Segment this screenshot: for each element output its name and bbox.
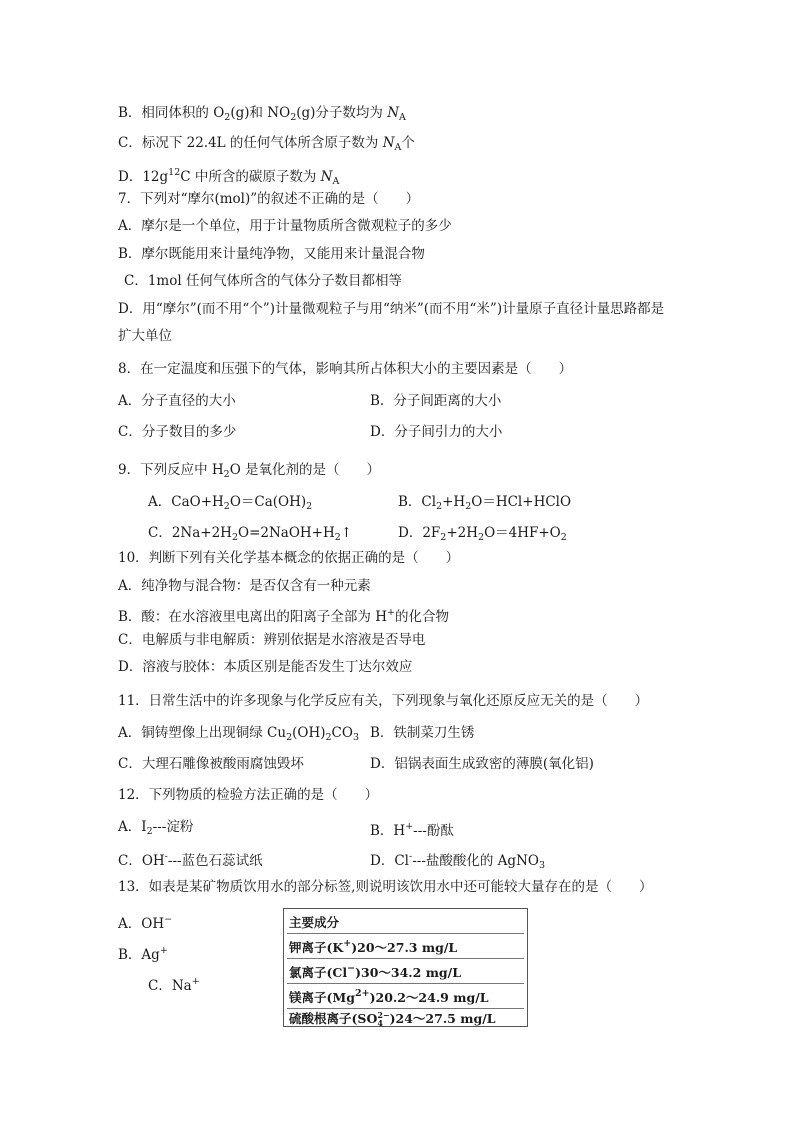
q6-b-text: (g)和 NO [230, 105, 291, 121]
q13-option-a [118, 911, 172, 933]
q7-stem: 7．下列对“摩尔(mol)”的叙述不正确的是（ ） [118, 191, 420, 207]
q7-option-c: C．1mol 任何气体所含的气体分子数目都相等 [124, 273, 402, 289]
q6-option-b [118, 104, 406, 127]
q7-option-d-continued: 扩大单位 [118, 328, 172, 344]
avogadro-symbol: N [320, 169, 333, 185]
subscript: 2 [436, 501, 443, 512]
q7-option-a: A．摩尔是一个单位，用于计量物质所含微观粒子的多少 [118, 218, 452, 234]
superscript: 2− [377, 1010, 390, 1020]
label-divider [287, 933, 524, 934]
subscript: 3 [538, 860, 545, 871]
q9-stem [118, 461, 380, 484]
label-divider [287, 958, 524, 959]
superscript: + [159, 945, 168, 956]
q6-b-text: (g)分子数均为 [296, 105, 388, 121]
superscript: − [164, 914, 173, 925]
q8-option-d: D．分子间引力的大小 [370, 424, 503, 440]
label-title: 主要成分 [289, 915, 340, 930]
q9-d-text: O＝4HF+O [484, 525, 561, 541]
q9-option-d [398, 524, 567, 547]
sulfate-scripts [377, 1011, 389, 1027]
q9-c-text: O=2NaOH+H [238, 525, 335, 541]
q13-c-text: C．Na [148, 978, 192, 994]
label-divider [287, 983, 524, 984]
superscript: + [191, 976, 200, 987]
q11-option-a [118, 724, 359, 747]
q9-a-text: O＝Ca(OH) [229, 494, 307, 510]
subscript: 2 [440, 532, 447, 543]
q10-option-c: C．电解质与非电解质：辨别依据是水溶液是否导电 [118, 632, 426, 648]
q13-b-text: B．Ag [118, 947, 160, 963]
q13-a-text: A．OH [118, 916, 165, 932]
q7-option-d: D．用“摩尔”(而不用“个”)计量微观粒子与用“纳米”(而不用“米”)计量原子直径计量思路都是 [118, 301, 665, 317]
subscript: 2 [465, 501, 472, 512]
superscript: - [408, 851, 413, 862]
subscript: 3 [352, 732, 359, 743]
q9-b-text: O＝HCl+HClO [471, 494, 572, 510]
q9-stem-text: O 是氧化剂的是（ ） [229, 462, 381, 478]
q12-b-text: ---酚酞 [413, 823, 454, 839]
q11-a-text: A．铜铸塑像上出现铜绿 Cu [118, 725, 287, 741]
subscript: 2 [334, 532, 341, 543]
subscript: A [399, 112, 406, 123]
subscript: 4 [377, 1018, 383, 1028]
q11-option-c: C．大理石雕像被酸雨腐蚀毁坏 [118, 756, 304, 772]
subscript: 2 [560, 532, 567, 543]
q6-c-text: 个 [401, 135, 415, 151]
q12-option-b [370, 818, 454, 840]
q8-option-a: A．分子直径的大小 [118, 393, 236, 409]
q10-option-b [118, 604, 449, 626]
q11-a-text: (OH) [292, 725, 326, 741]
superscript: 12 [168, 167, 181, 178]
q10-stem: 10．判断下列有关化学基本概念的依据正确的是（ ） [118, 550, 460, 566]
label-text: 氯离子(Cl [289, 965, 348, 980]
q12-option-c [118, 848, 263, 870]
label-text: )24～27.5 mg/L [389, 1011, 496, 1026]
q12-c-text: C．OH [118, 853, 165, 869]
label-row-potassium [289, 938, 457, 956]
q7-option-b: B．摩尔既能用来计量纯净物，又能用来计量混合物 [118, 246, 425, 262]
q9-c-text: ↑ [340, 525, 353, 541]
avogadro-symbol: N [382, 135, 395, 151]
q9-d-text: +2H [446, 525, 479, 541]
q8-option-c: C．分子数目的多少 [118, 424, 237, 440]
q12-stem: 12．下列物质的检验方法正确的是（ ） [118, 787, 379, 803]
subscript: 2 [286, 732, 293, 743]
label-row-magnesium [289, 988, 489, 1006]
q11-option-b: B．铁制菜刀生锈 [370, 725, 475, 741]
q12-b-text: B．H [370, 823, 406, 839]
q6-c-text: C．标况下 22.4L 的任何气体所含原子数为 [118, 135, 383, 151]
q12-option-d [370, 848, 545, 875]
q9-b-text: B．Cl [398, 494, 437, 510]
q10-b-text: B．酸：在水溶液里电离出的阳离子全部为 H [118, 609, 387, 625]
mineral-water-label [283, 908, 528, 1027]
q10-option-a: A．纯净物与混合物：是否仅含有一种元素 [118, 578, 371, 594]
q6-d-text: D．12g [118, 169, 169, 185]
subscript: A [394, 142, 402, 153]
q6-d-text: C 中所含的碳原子数为 [180, 169, 321, 185]
q6-option-d [118, 164, 339, 191]
q12-d-text: D．Cl [370, 853, 409, 869]
label-text: )30～34.2 mg/L [355, 965, 462, 980]
q12-c-text: ---蓝色石蕊试纸 [167, 853, 263, 869]
label-text: 硫酸根离子(SO [289, 1011, 378, 1026]
q11-option-d: D．铝锅表面生成致密的薄膜(氧化铝) [370, 756, 594, 772]
q6-b-text: B．相同体积的 O [118, 105, 225, 121]
superscript: + [405, 821, 414, 832]
q9-option-b [398, 493, 571, 516]
q12-a-text: ---淀粉 [152, 819, 194, 835]
superscript: − [347, 963, 356, 974]
q9-d-text: D．2F [398, 525, 441, 541]
label-text: 镁离子(Mg [289, 990, 355, 1005]
q9-option-c [148, 524, 352, 547]
label-row-chloride [289, 963, 461, 981]
subscript: 2 [478, 532, 485, 543]
q12-a-text: A．I [118, 819, 147, 835]
q12-option-a [118, 818, 193, 841]
q6-option-c [118, 134, 415, 157]
subscript: 2 [146, 826, 153, 837]
label-text: )20.2～24.9 mg/L [369, 990, 489, 1005]
label-text: 钾离子(K [289, 940, 344, 955]
label-row-sulfate [289, 1009, 496, 1027]
q12-d-text: ---盐酸酸化的 AgNO [412, 853, 539, 869]
q13-option-b [118, 942, 168, 964]
q9-a-text: A．CaO+H [148, 494, 224, 510]
superscript: + [386, 607, 395, 618]
q8-stem: 8．在一定温度和压强下的气体，影响其所占体积大小的主要因素是（ ） [118, 361, 573, 377]
q11-stem: 11．日常生活中的许多现象与化学反应有关，下列现象与氧化还原反应无关的是（ ） [118, 693, 649, 709]
q13-option-c [148, 973, 200, 995]
q8-option-b: B．分子间距离的大小 [370, 393, 502, 409]
q9-stem-text: 9．下列反应中 H [118, 462, 224, 478]
label-text: )20～27.3 mg/L [351, 940, 458, 955]
q13-stem: 13．如表是某矿物质饮用水的部分标签,则说明该饮用水中还可能较大量存在的是（ ） [118, 879, 653, 895]
superscript: + [343, 938, 352, 949]
subscript: 2 [223, 469, 230, 480]
superscript: - [164, 851, 168, 862]
subscript: 2 [224, 112, 231, 123]
subscript: A [332, 176, 340, 187]
subscript: 2 [306, 501, 313, 512]
q10-b-text: 的化合物 [394, 609, 449, 625]
q9-c-text: C．2Na+2H [148, 525, 232, 541]
q9-b-text: +H [442, 494, 466, 510]
q10-option-d: D．溶液与胶体：本质区别是能否发生丁达尔效应 [118, 659, 413, 675]
avogadro-symbol: N [387, 105, 400, 121]
subscript: 2 [325, 732, 332, 743]
q9-option-a [148, 493, 312, 516]
superscript: 2+ [355, 988, 370, 999]
subscript: 2 [223, 501, 230, 512]
q11-a-text: CO [331, 725, 353, 741]
subscript: 2 [290, 112, 297, 123]
subscript: 2 [231, 532, 238, 543]
